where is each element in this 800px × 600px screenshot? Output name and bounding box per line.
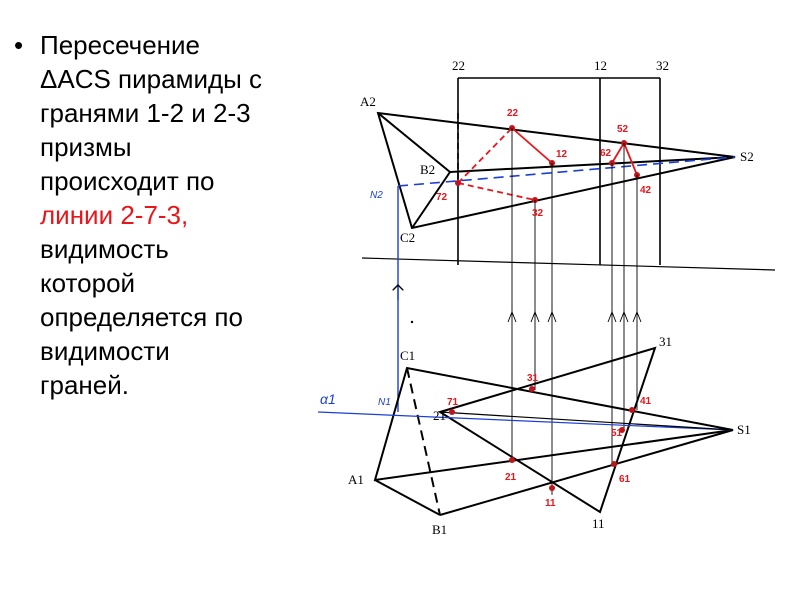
edge-A-B-top xyxy=(375,480,440,515)
label-red-4-top: 41 xyxy=(640,396,652,407)
text-line-7: видимость xyxy=(40,234,169,264)
red-dash-7-2 xyxy=(458,128,512,183)
point-6-top xyxy=(611,461,617,467)
label-prism-2-front: 22 xyxy=(452,58,465,73)
label-S-top: S1 xyxy=(737,422,751,437)
label-red-7-top: 71 xyxy=(447,397,459,408)
label-A-front: A2 xyxy=(360,94,376,109)
red-dash-7-3 xyxy=(458,183,535,200)
text-line-9: определяется по xyxy=(40,302,243,332)
highlight-line: линии 2-7-3, xyxy=(40,200,189,230)
text-line-5: происходит по xyxy=(40,166,215,196)
label-prism-3-top: 31 xyxy=(659,334,672,349)
hidden-edge-C-B-top xyxy=(407,368,440,515)
label-prism-1-front: 12 xyxy=(594,58,607,73)
label-prism-2-top: 21 xyxy=(433,408,446,423)
stray-dot xyxy=(411,321,413,323)
label-red-5-front: 52 xyxy=(617,124,629,135)
label-A-top: A1 xyxy=(348,472,364,487)
label-red-6-top: 61 xyxy=(619,474,631,485)
label-N-front: N2 xyxy=(370,190,383,201)
label-red-1-front: 12 xyxy=(556,149,568,160)
blue-alpha-line xyxy=(318,412,733,430)
label-red-5-top: 51 xyxy=(611,428,623,439)
point-4-top xyxy=(629,407,635,413)
label-C-front: C2 xyxy=(400,230,416,245)
point-1-top xyxy=(549,485,555,491)
label-red-4-front: 42 xyxy=(640,185,652,196)
label-prism-1-top: 11 xyxy=(592,516,605,531)
point-7-top xyxy=(449,409,455,415)
label-red-2-front: 22 xyxy=(507,108,519,119)
label-red-2-top: 21 xyxy=(505,472,517,483)
label-red-6-front: 62 xyxy=(600,148,612,159)
bullet-marker: • xyxy=(14,30,24,60)
text-line-11: граней. xyxy=(40,370,129,400)
label-red-1-top: 11 xyxy=(545,498,556,509)
point-3-top xyxy=(529,386,535,392)
label-red-7-front: 72 xyxy=(436,192,448,203)
red-line-6-5 xyxy=(612,143,624,163)
label-prism-3-front: 32 xyxy=(656,58,669,73)
label-N-top: N1 xyxy=(378,397,391,408)
text-line-2: ΔACS пирамиды с xyxy=(40,64,263,94)
point-7-front xyxy=(455,180,461,186)
text-line-3: гранями 1-2 и 2-3 xyxy=(40,98,251,128)
label-red-3-front: 32 xyxy=(532,208,544,219)
red-line-5-4 xyxy=(624,143,637,175)
text-line-1: Пересечение xyxy=(40,30,201,60)
axis-line xyxy=(362,258,775,270)
point-2-top xyxy=(509,457,515,463)
label-B-top: B1 xyxy=(432,522,448,537)
text-line-10: видимости xyxy=(40,336,170,366)
edge-B-S-top xyxy=(440,430,733,515)
text-line-4: призмы xyxy=(40,132,132,162)
label-S-front: S2 xyxy=(740,149,754,164)
label-red-3-top: 31 xyxy=(527,373,539,384)
label-B-front: B2 xyxy=(420,162,436,177)
label-C-top: C1 xyxy=(400,348,416,363)
edge-A-B-front xyxy=(378,113,450,172)
text-line-8: которой xyxy=(40,268,136,298)
thin-line-C-S xyxy=(412,157,735,228)
label-alpha-top: α1 xyxy=(320,391,336,407)
